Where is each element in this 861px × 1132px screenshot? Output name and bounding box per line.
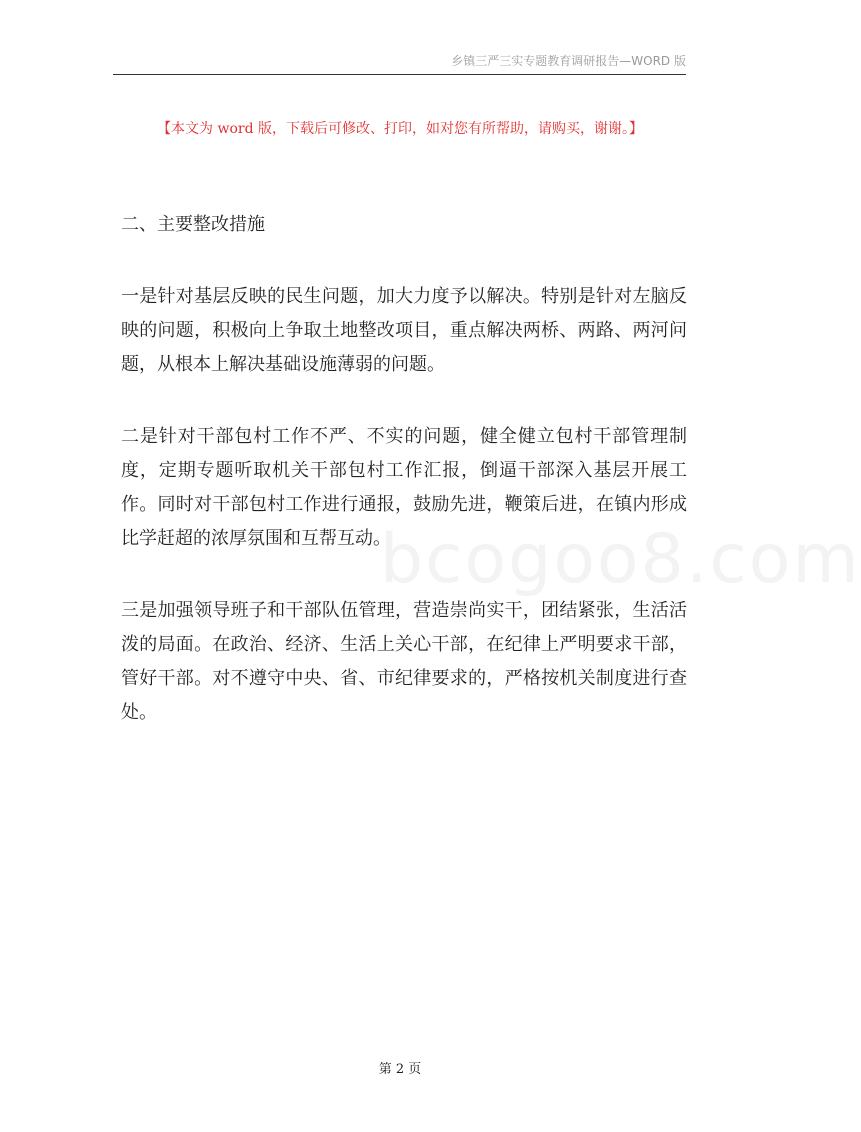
running-title: 乡镇三严三实专题教育调研报告—WORD 版: [451, 54, 686, 68]
paragraph-3: 三是加强领导班子和干部队伍管理，营造崇尚实干，团结紧张，生活活泼的局面。在政治、经济、生活上关心干部，在纪律上严明要求干部，管好干部。对不遵守中央、省、市纪律要求的，严格按机关制度进行查处。: [121, 600, 687, 723]
section-heading: 二、主要整改措施: [121, 214, 265, 235]
running-header: [113, 52, 686, 75]
paragraph-1: 一是针对基层反映的民生问题，加大力度予以解决。特别是针对左脑反映的问题，积极向上争取土地整改项目，重点解决两桥、两路、两河问题，从根本上解决基础设施薄弱的问题。: [121, 286, 687, 375]
page-footer: [0, 1058, 800, 1077]
document-body: [121, 208, 687, 768]
watermark: bcogoo8.com: [380, 520, 861, 599]
page-number: 第 2 页: [378, 1062, 422, 1077]
paragraph-2: 二是针对干部包村工作不严、不实的问题，健全健立包村干部管理制度，定期专题听取机关干部包村工作汇报，倒逼干部深入基层开展工作。同时对干部包村工作进行通报，鼓励先进，鞭策后进，在镇内形成比学赶超的浓厚氛围和互帮互动。: [121, 426, 687, 549]
purchase-notice: 【本文为 word 版，下载后可修改、打印，如对您有所帮助，请购买，谢谢。】: [157, 121, 643, 137]
